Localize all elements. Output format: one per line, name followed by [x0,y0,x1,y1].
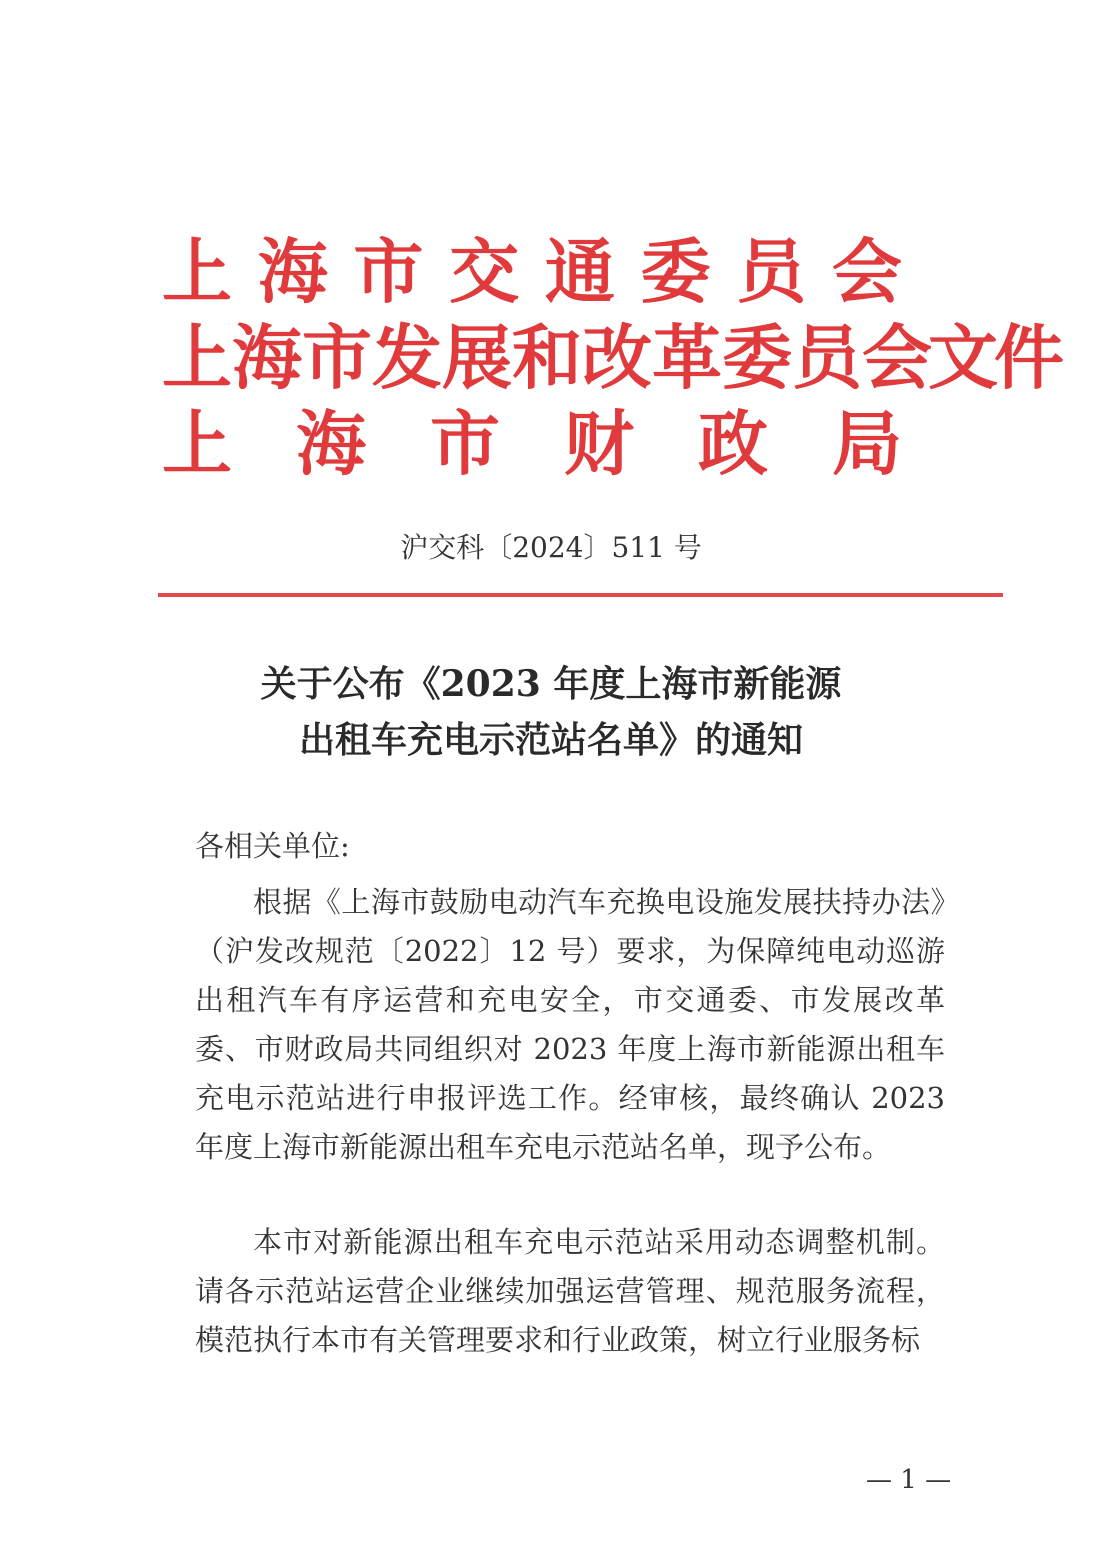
document-title-line1: 关于公布《2023 年度上海市新能源 [260,663,842,705]
document-header [162,226,1062,488]
salutation: 各相关单位: [195,829,350,863]
agency-name-development-reform-commission: 上 海 市 发 展 和 改 革 委 员 会 [162,317,932,399]
document-title-line2: 出租车充电示范站名单》的通知 [298,719,803,761]
agency-name-transport-commission: 上 海 市 交 通 委 员 会 [162,231,902,313]
page-number: — 1 — [866,1465,952,1495]
document-suffix: 文件 [928,317,1060,399]
body-paragraph: 根据《上海市鼓励电动汽车充换电设施发展扶持办法》（沪发改规范〔2022〕12 号）要求，为保障纯电动巡游出租汽车有序运营和充电安全，市交通委、市发展改革委、市财政局共同组织对 2023 年度上海市新能源出租车充电示范站进行申报评选工作。经审核，最终确认 2023 年度上海市新能源出租车充电示范站名单，现予公布。 [195,885,945,1164]
red-divider [158,593,1003,597]
document-number: 沪交科〔2024〕511 号 [400,531,702,564]
body-paragraph: 本市对新能源出租车充电示范站采用动态调整机制。请各示范站运营企业继续加强运营管理、规范服务流程，模范执行本市有关管理要求和行业政策，树立行业服务标 [195,1225,945,1357]
agency-name-finance-bureau: 上 海 市 财 政 局 [162,403,902,485]
